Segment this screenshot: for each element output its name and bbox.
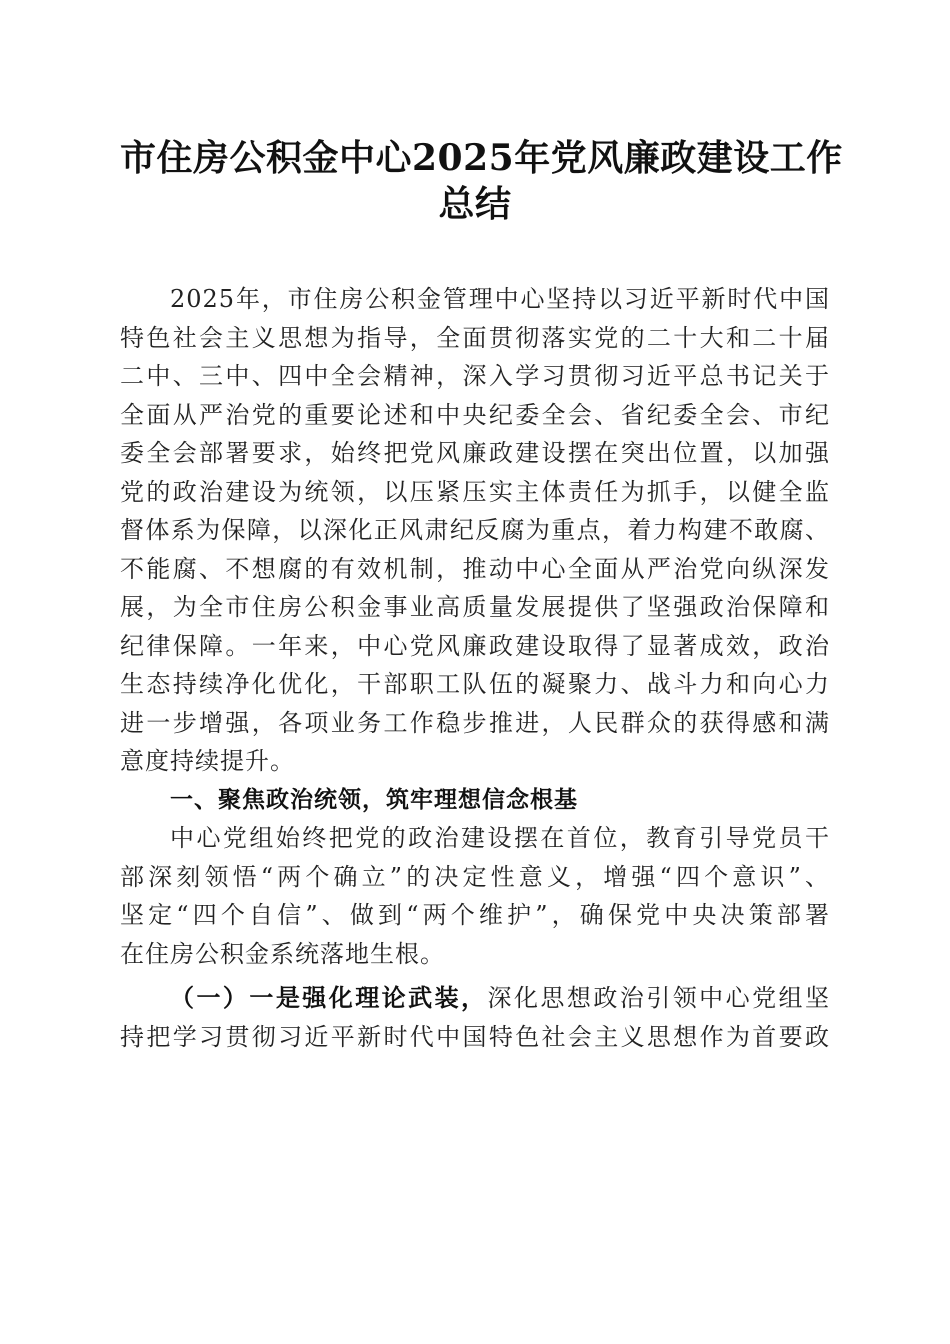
subsection-1-paragraph — [120, 979, 830, 1056]
document-title — [120, 135, 843, 227]
paragraph-line: 督体系为保障，以深化正风肃纪反腐为重点，着力构建不敢腐、 — [120, 516, 830, 544]
paragraph-line: 纪律保障。一年来，中心党风廉政建设取得了显著成效，政治 — [120, 631, 830, 660]
subsection-1-first-line — [120, 979, 830, 1018]
paragraph-line: 全面从严治党的重要论述和中央纪委全会、省纪委全会、市纪 — [120, 400, 830, 429]
paragraph-line: 二中、三中、四中全会精神，深入学习贯彻习近平总书记关于 — [120, 362, 830, 390]
paragraph-line: 持把学习贯彻习近平新时代中国特色社会主义思想作为首要政 — [120, 1022, 830, 1051]
paragraph-line: 委全会部署要求，始终把党风廉政建设摆在突出位置，以加强 — [120, 439, 830, 467]
subsection-1-lead: （一）一是强化理论武装， — [170, 984, 488, 1012]
document-body — [120, 280, 830, 1056]
paragraph-line: 坚定“四个自信”、做到“两个维护”，确保党中央决策部署 — [120, 901, 830, 929]
subsection-1-rest: 深化思想政治引领中心党组坚 — [487, 984, 830, 1012]
section-1-heading: 一、聚焦政治统领，筑牢理想信念根基 — [170, 786, 578, 813]
paragraph-line: 2025年，市住房公积金管理中心坚持以习近平新时代中国 — [170, 285, 830, 313]
paragraph-line: 在住房公积金系统落地生根。 — [120, 939, 445, 968]
intro-paragraph — [120, 280, 830, 781]
paragraph-line: 中心党组始终把党的政治建设摆在首位，教育引导党员干 — [170, 824, 830, 852]
title-line-2: 总结 — [438, 183, 512, 225]
paragraph-line: 特色社会主义思想为指导，全面贯彻落实党的二十大和二十届 — [120, 323, 830, 352]
section-1-paragraph — [120, 819, 830, 973]
paragraph-line: 展，为全市住房公积金事业高质量发展提供了坚强政治保障和 — [120, 593, 830, 621]
paragraph-line: 党的政治建设为统领，以压紧压实主体责任为抓手，以健全监 — [120, 477, 830, 506]
paragraph-line: 部深刻领悟“两个确立”的决定性意义，增强“四个意识”、 — [120, 862, 830, 891]
paragraph-line: 意度持续提升。 — [120, 747, 295, 775]
paragraph-line: 不能腐、不想腐的有效机制，推动中心全面从严治党向纵深发 — [120, 554, 830, 583]
title-line-1: 市住房公积金中心2025年党风廉政建设工作 — [120, 137, 843, 179]
paragraph-line: 进一步增强，各项业务工作稳步推进，人民群众的获得感和满 — [120, 708, 830, 737]
paragraph-line: 生态持续净化优化，干部职工队伍的凝聚力、战斗力和向心力 — [120, 670, 830, 698]
